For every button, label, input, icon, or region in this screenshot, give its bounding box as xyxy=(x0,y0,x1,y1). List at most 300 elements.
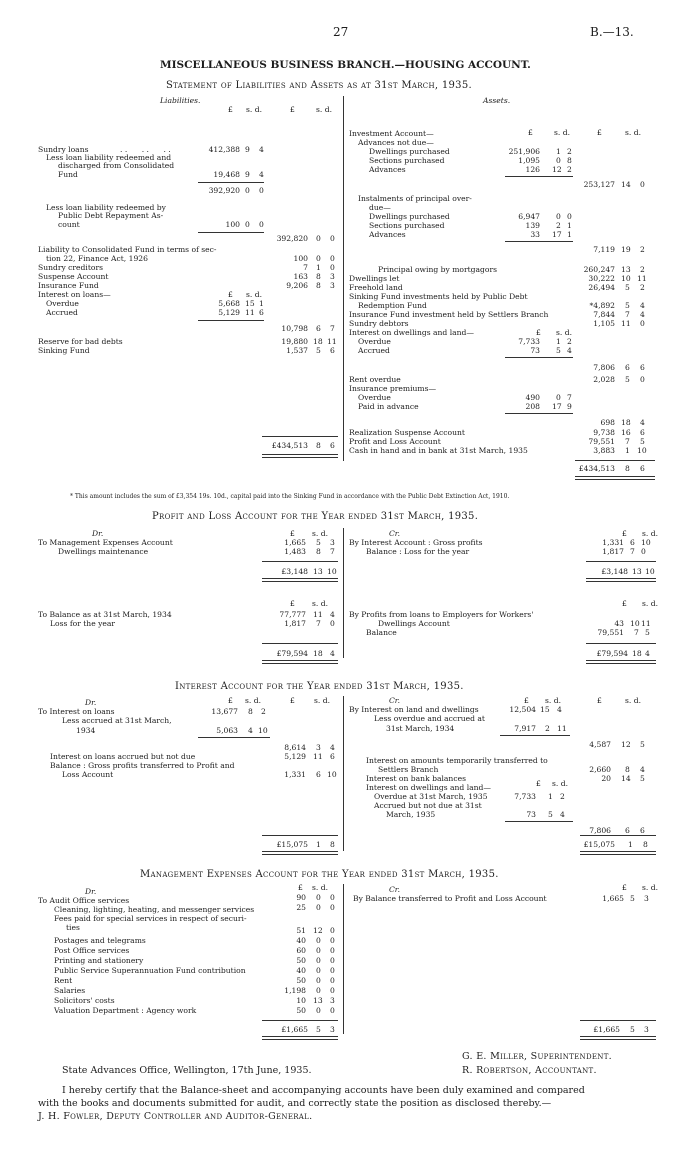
amount-s: 1 xyxy=(625,446,630,455)
amount-s: 8 xyxy=(316,272,321,281)
amount: 5,129 xyxy=(218,308,240,317)
amount-s: 0 xyxy=(316,254,321,263)
amount-s: 11 xyxy=(621,319,631,328)
amount-d: 2 xyxy=(567,165,572,174)
amount-d: 1 xyxy=(567,221,572,230)
amount-s: 1 xyxy=(548,792,553,801)
debit-label: To Management Expenses Account xyxy=(38,538,173,547)
amount: 163 xyxy=(293,272,308,281)
amount-s: 8 xyxy=(316,441,321,450)
debit-label: Interest on loans accrued but not due xyxy=(50,752,196,761)
interest-heading: Interest Account for the Year ended 31st March, 1935. xyxy=(175,681,464,692)
liability-label: Overdue xyxy=(46,299,79,308)
amount-d: 0 xyxy=(330,263,335,272)
asset-label: Profit and Loss Account xyxy=(349,437,441,446)
amount-s: 0 xyxy=(316,893,321,902)
amount-s: 4 xyxy=(248,726,253,735)
amount-s: 13 xyxy=(632,567,642,576)
amount-s: 13 xyxy=(313,567,323,576)
amount-d: 11 xyxy=(637,274,647,283)
amount: 19,468 xyxy=(213,170,240,179)
credit-total: £3,148 xyxy=(601,567,628,576)
amount: 9,738 xyxy=(593,428,615,437)
amount-s: 9 xyxy=(245,170,250,179)
amount-d: 0 xyxy=(330,986,335,995)
amount-s: 0 xyxy=(556,393,561,402)
amount-d: 6 xyxy=(640,464,645,473)
debit-label: Dwellings maintenance xyxy=(58,547,149,556)
amount: 126 xyxy=(525,165,540,174)
asset-label: Advances xyxy=(369,165,406,174)
sd-header: s. d. xyxy=(312,529,328,538)
amount: 392,820 xyxy=(276,234,308,243)
asset-label: Dwellings let xyxy=(349,274,400,283)
amount-s: 5 xyxy=(548,810,553,819)
liabilities-heading: Liabilities. xyxy=(160,96,201,105)
dr-label: Dr. xyxy=(85,887,97,896)
sd-header: s. d. xyxy=(642,883,658,892)
amount-d: 3 xyxy=(330,281,335,290)
asset-label: Freehold land xyxy=(349,283,403,292)
amount-d: 3 xyxy=(330,996,335,1005)
credit-label: Balance : Loss for the year xyxy=(366,547,470,556)
amount: 3,883 xyxy=(593,446,615,455)
amount: 30,222 xyxy=(588,274,615,283)
amount-d: 0 xyxy=(259,186,264,195)
credit-total: £79,594 xyxy=(596,649,628,658)
amount: 1,665 xyxy=(284,538,306,547)
amount: 139 xyxy=(525,221,540,230)
sd-header: s. d. xyxy=(556,328,572,337)
amount-d: 0 xyxy=(330,1006,335,1015)
amount-s: 0 xyxy=(316,936,321,945)
amount-s: 18 xyxy=(621,418,631,427)
pl-heading: Profit and Loss Account for the Year ended 31st March, 1935. xyxy=(152,511,479,522)
sd-header: s. d. xyxy=(642,599,658,608)
amount: 7,844 xyxy=(593,310,615,319)
sd-header: s. d. xyxy=(642,529,658,538)
amount-s: 18 xyxy=(313,649,323,658)
signature-text: G. E. Miller, Superintendent. xyxy=(462,1051,613,1062)
amount-d: 2 xyxy=(640,245,645,254)
amount-d: 11 xyxy=(641,619,651,628)
amount-d: 2 xyxy=(567,147,572,156)
amount: 251,906 xyxy=(508,147,540,156)
amount-s: 5 xyxy=(630,1025,635,1034)
cr-label: Cr. xyxy=(389,529,401,538)
asset-label: Dwellings purchased xyxy=(369,147,450,156)
liability-label: Interest on loans— xyxy=(38,290,111,299)
credit-label: By Balance transferred to Profit and Loss Account xyxy=(353,894,547,903)
pound-header: £ xyxy=(290,529,295,538)
amount-s: 16 xyxy=(621,428,631,437)
amount-s: 0 xyxy=(316,946,321,955)
amount: 698 xyxy=(600,418,615,427)
amount-d: 4 xyxy=(330,649,335,658)
amount-s: 17 xyxy=(552,402,562,411)
credit-label: By Interest Account : Gross profits xyxy=(349,538,483,547)
pound-header: £ xyxy=(597,696,602,705)
asset-label: Sundry debtors xyxy=(349,319,409,328)
amount-d: 5 xyxy=(640,740,645,749)
amount: 1,817 xyxy=(602,547,624,556)
liability-label: Sundry creditors xyxy=(38,263,103,272)
amount-s: 8 xyxy=(316,281,321,290)
liability-label: Suspense Account xyxy=(38,272,109,281)
asset-label: due— xyxy=(369,203,391,212)
amount-d: 4 xyxy=(330,610,335,619)
amount-s: 0 xyxy=(316,903,321,912)
amount: 7,733 xyxy=(518,337,540,346)
amount-s: 0 xyxy=(316,966,321,975)
amount-s: 7 xyxy=(625,437,630,446)
amount-s: 0 xyxy=(316,976,321,985)
amount: 79,551 xyxy=(597,628,624,637)
amount-s: 6 xyxy=(625,363,630,372)
amount: 1,331 xyxy=(602,538,624,547)
amount-d: 0 xyxy=(330,903,335,912)
report-reference: B.—13. xyxy=(590,25,634,39)
certification-line: I hereby certify that the Balance-sheet and accompanying accounts have been duly examined and compared xyxy=(62,1085,585,1096)
amount-d: 0 xyxy=(567,212,572,221)
debit-label: Printing and stationery xyxy=(54,956,144,965)
amount-d: 5 xyxy=(640,774,645,783)
amount-d: 0 xyxy=(330,926,335,935)
amount: 73 xyxy=(526,810,536,819)
amount-s: 6 xyxy=(316,324,321,333)
credit-label: 31st March, 1934 xyxy=(386,724,455,733)
amount-d: 0 xyxy=(640,375,645,384)
amount-d: 0 xyxy=(641,547,646,556)
debit-label: Fees paid for special services in respect of securi- xyxy=(54,914,247,923)
amount-s: 0 xyxy=(556,212,561,221)
amount: 8,614 xyxy=(284,743,306,752)
amount-d: 2 xyxy=(567,337,572,346)
pound-header: £ xyxy=(228,290,233,299)
amount: 19,880 xyxy=(281,337,308,346)
amount: 208 xyxy=(525,402,540,411)
amount-d: 4 xyxy=(640,765,645,774)
amount: 2,028 xyxy=(593,375,615,384)
amount: 4,587 xyxy=(589,740,611,749)
sd-header: s. d. xyxy=(625,128,641,137)
asset-label: Insurance premiums— xyxy=(349,384,437,393)
amount-s: 15 xyxy=(540,705,550,714)
credit-label: By Interest on land and dwellings xyxy=(349,705,479,714)
liability-label: Liability to Consolidated Fund in terms of sec- xyxy=(38,245,217,254)
amount-s: 1 xyxy=(556,147,561,156)
credit-label: Accrued but not due at 31st xyxy=(374,801,482,810)
amount-s: 5 xyxy=(316,1025,321,1034)
pound-header: £ xyxy=(536,779,541,788)
amount: 7,917 xyxy=(514,724,536,733)
liability-label: Public Debt Repayment As- xyxy=(58,211,164,220)
liability-label: Insurance Fund xyxy=(38,281,99,290)
asset-label: Redemption Fund xyxy=(358,301,427,310)
amount-d: 6 xyxy=(330,441,335,450)
amount: 260,247 xyxy=(583,265,615,274)
amount-d: 4 xyxy=(567,346,572,355)
amount-d: 4 xyxy=(259,145,264,154)
amount-s: 14 xyxy=(621,180,631,189)
amount-d: 4 xyxy=(640,418,645,427)
amount: 40 xyxy=(296,966,306,975)
amount-d: 8 xyxy=(567,156,572,165)
amount-s: 17 xyxy=(552,230,562,239)
auditor-signature xyxy=(38,1112,312,1122)
pound-header: £ xyxy=(536,328,541,337)
asset-label: Sinking Fund investments held by Public Debt xyxy=(349,292,528,301)
amount: 100 xyxy=(293,254,308,263)
amount-s: 5 xyxy=(556,346,561,355)
amount-s: 9 xyxy=(245,145,250,154)
amount-s: 8 xyxy=(248,707,253,716)
asset-label: Advances xyxy=(369,230,406,239)
amount-d: 2 xyxy=(560,792,565,801)
amount-d: 0 xyxy=(330,956,335,965)
credit-label: Balance xyxy=(366,628,397,637)
credit-label: Interest on bank balances xyxy=(366,774,466,783)
amount: 10,798 xyxy=(281,324,308,333)
amount: 60 xyxy=(296,946,306,955)
amount-s: 7 xyxy=(625,310,630,319)
amount: 9,206 xyxy=(286,281,308,290)
sd-header: s. d. xyxy=(625,696,641,705)
amount-s: 8 xyxy=(316,547,321,556)
amount-d: 4 xyxy=(259,170,264,179)
amount: 10 xyxy=(296,996,306,1005)
amount: 33 xyxy=(530,230,540,239)
amount-d: 6 xyxy=(330,346,335,355)
amount-s: 1 xyxy=(628,840,633,849)
amount-d: 0 xyxy=(330,234,335,243)
amount-s: 15 xyxy=(245,299,255,308)
pound-header: £ xyxy=(597,128,602,137)
amount-d: 6 xyxy=(259,308,264,317)
debit-label: Salaries xyxy=(54,986,86,995)
amount: *4,892 xyxy=(589,301,615,310)
amount-s: 0 xyxy=(316,986,321,995)
amount: 392,920 xyxy=(208,186,240,195)
amount-s: 5 xyxy=(316,538,321,547)
amount-s: 18 xyxy=(632,649,642,658)
pound-header: £ xyxy=(228,105,233,114)
amount-d: 7 xyxy=(330,324,335,333)
amount-d: 0 xyxy=(259,220,264,229)
amount-s: 0 xyxy=(316,956,321,965)
sd-header: s. d. xyxy=(246,290,262,299)
amount-d: 3 xyxy=(330,1025,335,1034)
liability-label: Sinking Fund xyxy=(38,346,90,355)
amount: 25 xyxy=(296,903,306,912)
debit-label: To Audit Office services xyxy=(38,896,130,905)
amount-d: 3 xyxy=(330,272,335,281)
amount-s: 12 xyxy=(552,165,562,174)
asset-label: Sections purchased xyxy=(369,221,445,230)
asset-label: Dwellings purchased xyxy=(369,212,450,221)
amount: 5,668 xyxy=(218,299,240,308)
debit-label: To Balance as at 31st March, 1934 xyxy=(38,610,172,619)
dr-label: Dr. xyxy=(92,529,104,538)
credit-label: Interest on amounts temporarily transferred to xyxy=(366,756,548,765)
amount: 412,388 xyxy=(208,145,240,154)
debit-label: Rent xyxy=(54,976,73,985)
liability-label: Fund xyxy=(58,170,78,179)
amount-d: 9 xyxy=(567,402,572,411)
pound-header: £ xyxy=(290,599,295,608)
asset-label: Investment Account— xyxy=(349,129,434,138)
sd-header: s. d. xyxy=(552,779,568,788)
amount: 73 xyxy=(530,346,540,355)
amount: 490 xyxy=(525,393,540,402)
amount: 13,677 xyxy=(211,707,238,716)
amount-d: 1 xyxy=(259,299,264,308)
asset-label: Principal owing by mortgagors xyxy=(378,265,498,274)
amount: 1,105 xyxy=(593,319,615,328)
amount-s: 13 xyxy=(313,996,323,1005)
amount-s: 2 xyxy=(556,221,561,230)
debit-label: Cleaning, lighting, heating, and messenger services xyxy=(54,905,255,914)
amount-s: 12 xyxy=(313,926,323,935)
sd-header: s. d. xyxy=(312,599,328,608)
asset-label: Advances not due— xyxy=(358,138,434,147)
pound-header: £ xyxy=(290,696,295,705)
amount: 1,483 xyxy=(284,547,306,556)
credit-label: Less overdue and accrued at xyxy=(374,714,485,723)
debit-total: £3,148 xyxy=(281,567,308,576)
amount-d: 7 xyxy=(567,393,572,402)
credit-label: By Profits from loans to Employers for Workers' xyxy=(349,610,534,619)
cr-label: Cr. xyxy=(389,696,401,705)
amount-s: 5 xyxy=(625,283,630,292)
amount-s: 12 xyxy=(621,740,631,749)
accountant-signature xyxy=(462,1066,597,1076)
amount-d: 8 xyxy=(330,840,335,849)
amount-s: 5 xyxy=(316,346,321,355)
asset-label: Overdue xyxy=(358,337,391,346)
amount-s: 1 xyxy=(316,840,321,849)
amount-s: 8 xyxy=(625,765,630,774)
amount-d: 10 xyxy=(637,446,647,455)
sd-header: s. d. xyxy=(314,696,330,705)
debit-label: Loss for the year xyxy=(50,619,116,628)
amount: 26,494 xyxy=(588,283,615,292)
amount-d: 0 xyxy=(330,893,335,902)
assets-heading: Assets. xyxy=(483,96,511,105)
amount: 51 xyxy=(296,926,306,935)
sd-header: s. d. xyxy=(312,883,328,892)
amount-d: 6 xyxy=(330,752,335,761)
mgmt-heading: Management Expenses Account for the Year ended 31st March, 1935. xyxy=(140,869,499,880)
amount-s: 0 xyxy=(245,186,250,195)
liability-label: Less loan liability redeemed and xyxy=(46,153,172,162)
sd-header: s. d. xyxy=(545,696,561,705)
amount-d: 6 xyxy=(640,428,645,437)
amount-s: 11 xyxy=(313,610,323,619)
amount-s: 11 xyxy=(245,308,255,317)
amount: 50 xyxy=(296,976,306,985)
amount-s: 2 xyxy=(545,724,550,733)
amount-d: 4 xyxy=(557,705,562,714)
amount-s: 5 xyxy=(630,894,635,903)
amount-s: 14 xyxy=(621,774,631,783)
pound-header: £ xyxy=(524,696,529,705)
pound-header: £ xyxy=(298,883,303,892)
amount-d: 11 xyxy=(327,337,337,346)
amount-d: 3 xyxy=(644,1025,649,1034)
amount-d: 7 xyxy=(330,547,335,556)
credit-label: Settlers Branch xyxy=(378,765,439,774)
credit-label: Dwellings Account xyxy=(378,619,450,628)
debit-label: Postages and telegrams xyxy=(54,936,146,945)
amount: 50 xyxy=(296,956,306,965)
amount: 1,537 xyxy=(286,346,308,355)
pound-header: £ xyxy=(528,128,533,137)
amount-d: 10 xyxy=(327,770,337,779)
amount: 1,817 xyxy=(284,619,306,628)
amount: 1,331 xyxy=(284,770,306,779)
assets-total: £434,513 xyxy=(578,464,615,473)
amount-d: 8 xyxy=(643,840,648,849)
debit-label: 1934 xyxy=(76,726,96,735)
amount: 2,660 xyxy=(589,765,611,774)
credit-total: £1,665 xyxy=(593,1025,620,1034)
amount: 90 xyxy=(296,893,306,902)
asset-label: Realization Suspense Account xyxy=(349,428,465,437)
amount-s: 18 xyxy=(313,337,323,346)
statement-heading: Statement of Liabilities and Assets as at 31st March, 1935. xyxy=(166,80,472,91)
asset-label: Paid in advance xyxy=(358,402,419,411)
asset-label: Rent overdue xyxy=(349,375,401,384)
amount-d: 4 xyxy=(640,301,645,310)
amount: 100 xyxy=(225,220,240,229)
amount-d: 4 xyxy=(640,310,645,319)
amount-s: 5 xyxy=(625,301,630,310)
amount: 79,551 xyxy=(588,437,615,446)
credit-total: £15,075 xyxy=(583,840,615,849)
amount-d: 6 xyxy=(640,826,645,835)
amount-d: 0 xyxy=(330,936,335,945)
amount: 43 xyxy=(614,619,624,628)
debit-label: ties xyxy=(66,923,80,932)
amount-s: 6 xyxy=(625,826,630,835)
amount-d: 2 xyxy=(640,283,645,292)
amount-d: 4 xyxy=(645,649,650,658)
page-title: MISCELLANEOUS BUSINESS BRANCH.—HOUSING ACCOUNT. xyxy=(160,59,531,71)
amount-s: 5 xyxy=(625,375,630,384)
amount-d: 0 xyxy=(330,619,335,628)
amount-s: 13 xyxy=(621,265,631,274)
amount: 7,733 xyxy=(514,792,536,801)
dr-label: Dr. xyxy=(85,698,97,707)
amount-s: 6 xyxy=(316,770,321,779)
sd-header: s. d. xyxy=(245,696,261,705)
amount-d: 0 xyxy=(330,946,335,955)
amount: 5,063 xyxy=(216,726,238,735)
pound-header: £ xyxy=(622,883,627,892)
debit-total: £1,665 xyxy=(281,1025,308,1034)
liability-label: Less loan liability redeemed by xyxy=(46,203,166,212)
amount-d: 1 xyxy=(567,230,572,239)
amount-s: 19 xyxy=(621,245,631,254)
amount-s: 6 xyxy=(630,538,635,547)
superintendent-signature xyxy=(462,1052,612,1062)
debit-label: To Interest on loans xyxy=(38,707,115,716)
amount-s: 11 xyxy=(313,752,323,761)
amount: 1,198 xyxy=(284,986,306,995)
debit-total: £15,075 xyxy=(276,840,308,849)
amount: 7,806 xyxy=(593,363,615,372)
